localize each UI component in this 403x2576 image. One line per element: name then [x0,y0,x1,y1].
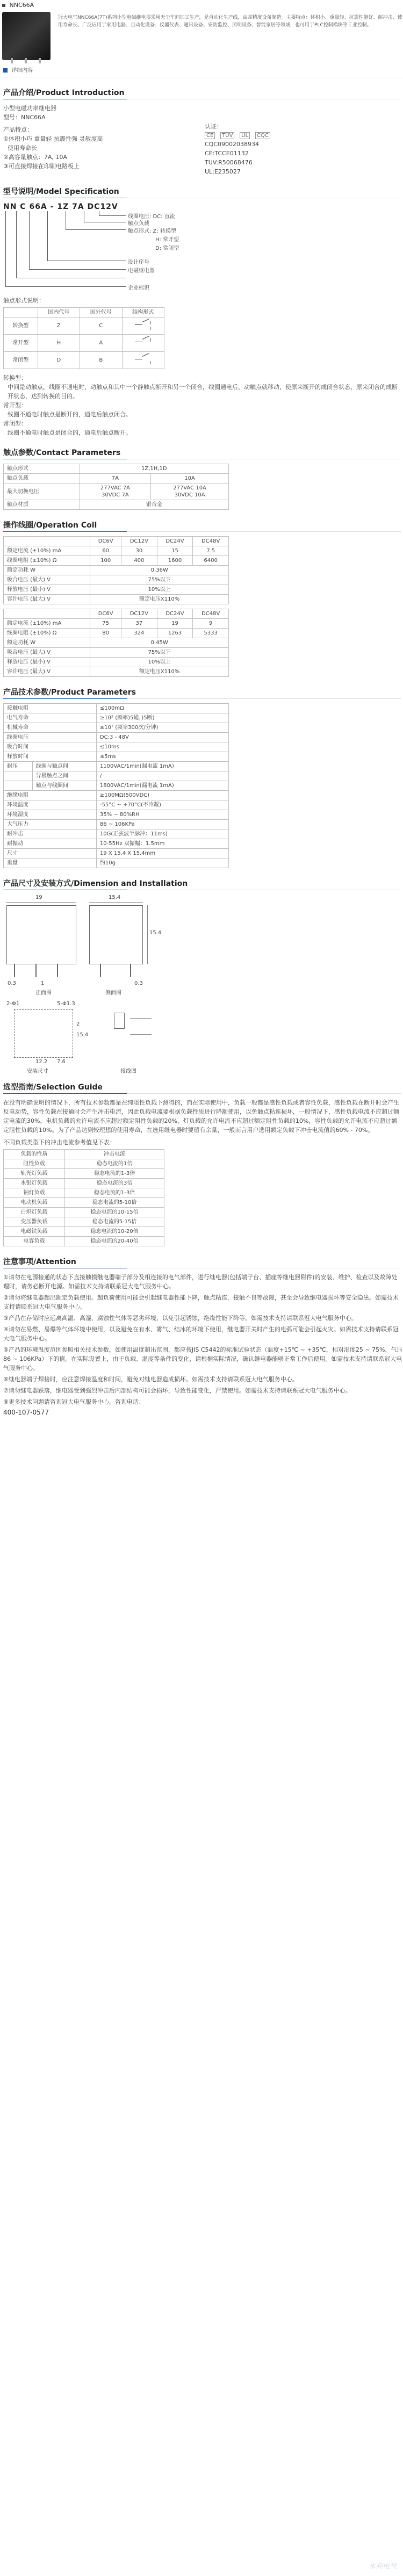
table-cell: 额定功耗 W [4,638,90,648]
selection-paragraph: 不同负载类型下的冲击电流参考值见下表： [3,1139,116,1146]
product-params-title: 产品技术参数/Product Parameters [3,688,136,697]
tuv-logo-icon: TÜV [220,132,234,139]
wiring-caption: 接线图 [120,1069,136,1074]
table-cell: ≥10⁵ (频率)5通，)5断) [96,713,228,723]
feature-line: ①体积小巧 重量轻 抗震性强 灵敏度高 [3,135,103,142]
detail-tab-label: 详细内容 [11,68,33,74]
table-cell: 7.5 [193,546,229,556]
table-cell: C [80,318,122,335]
cert-item: TUV:R50068476 [205,159,253,166]
table-cell: DC48V [193,537,229,546]
ul-logo-icon: UL [240,132,250,139]
side-view-caption: 侧面图 [105,990,121,996]
section-divider [3,698,401,699]
model-line [66,229,126,230]
table-cell [122,335,164,352]
selection-title: 选型指南/Selection Guide [3,1083,103,1092]
coil-symbol-icon [114,1013,125,1029]
table-cell: DC6V [90,609,121,619]
table-cell: 电气寿命 [4,713,97,723]
table-row [4,537,229,546]
table-row [4,762,229,771]
attention-item: ③产品在存储时应远离高温、高湿、腐蚀性气体等恶劣环境，以免引起锈蚀，绝缘性能下降等。如需技术支持请联系冠大电气服务中心。 [3,1315,357,1322]
changeover-symbol-icon [134,320,152,330]
attention-title: 注意事项/Attention [3,1258,76,1266]
contact-form-caption: 触点形式说明： [3,297,45,304]
features-label: 产品特点： [3,126,33,133]
model-label: H: 常开型 [155,237,179,243]
selection-paragraph: 在没有明确说明的情况下，所有技术参数都是在纯阻性负载下测得的，而在实际使用中，负载一般都是感性负载或者容性负载，感性负载在断开时会产生反电动势，容性负载在接通时会产生冲击电流，因此负载电流要根据负载性质进行降额使用，以免触点粘连损坏，一般情况下，感性负载电流不应超过额定电流的30%，电机负载的允许电流不应超过额定阻性负载的20%，灯负载的允许电流不应超过额定阻性负载的10%，容性负载的允许电流不应超过额定阻性负载的10%。为了产品达到较理想的使用寿命，在选用继电器时要留有余量，一般而言用户选用额定负载下冲击电流值的60% - 70%。 [3,1099,399,1134]
table-cell: ≤10ms [96,742,228,752]
table-cell: 1800VAC/1min(漏电流 1mA) [96,781,228,791]
model-label: 电磁继电器 [128,268,155,274]
table-row [4,474,229,484]
attention-item: ②请勿将继电器超出额定负载使用。超负荷使用可能会引起继电器性能下降，触点粘连，接触不良等故障，甚至会导致继电器损坏等安全隐患。如需技术支持请联系冠大电气服务中心。 [3,1294,399,1310]
table-cell: 重量 [4,858,97,868]
table-cell: ≤5ms [96,752,228,762]
normally-open-symbol-icon [134,337,152,347]
relay-pin-icon [39,58,41,63]
table-cell: 1600 [157,556,193,566]
table-cell: 30 [121,546,157,556]
pin-line [130,964,131,977]
model-line [5,286,126,287]
table-row [4,464,229,474]
table-header: 国外代号 [80,308,122,318]
table-cell: 大气压力 [4,820,97,829]
side-view-box [89,905,143,964]
table-cell: 稳态电流的3倍 [65,1179,164,1188]
table-row [4,556,229,566]
table-cell: 75%以下 [90,575,229,585]
table-row [4,1150,164,1159]
table-cell: 稳态电流的1倍 [65,1159,164,1169]
table-cell: H [38,335,80,352]
table-cell: 释放电压 (最小) V [4,585,90,595]
table-cell: / [96,771,228,781]
coil-title: 操作线圈/Operation Coil [3,521,97,530]
table-cell: DC6V [90,537,121,546]
table-row [4,713,229,723]
cert-label: 认证： [205,123,222,130]
table-cell: ≥100MΩ(500VDC) [96,791,228,800]
table-header [4,308,38,318]
table-cell: 1100VAC/1min(漏电流 1mA) [96,762,228,771]
pin-line [35,964,37,977]
table-row [4,1237,164,1246]
table-row [4,575,229,585]
table-row [4,648,229,658]
normally-closed-symbol-icon [134,355,152,364]
model-label: 设计序号 [128,259,149,265]
table-cell: DC:3 - 48V [96,733,228,742]
table-cell: 稳态电流的10-15倍 [65,1208,164,1217]
table-row [4,810,229,820]
table-cell: 5333 [193,629,229,638]
model-line [99,215,126,216]
feature-line: 使用寿命长 [8,145,37,151]
table-cell: 线圈电阻 (±10%) Ω [4,629,90,638]
contact-form-table [3,307,164,369]
table-cell: 阻性负载 [4,1159,65,1169]
table-header: 冲击电流 [65,1150,164,1159]
table-row [4,566,229,575]
model-line [29,269,126,270]
table-row [4,1179,164,1188]
table-cell: 10%以上 [90,658,229,667]
table-cell: 转换型 [4,318,38,335]
table-row [4,742,229,752]
contact-form-notes [0,373,403,437]
model-label: 线圈电压: DC: 直流 [128,214,175,220]
front-view-caption: 正面图 [35,990,52,996]
table-header: 结构形式 [122,308,164,318]
table-row [4,858,229,868]
install-footprint-box [14,1009,73,1058]
table-cell: 接触电阻 [4,704,97,713]
table-row [4,829,229,839]
table-cell: 1263 [157,629,193,638]
table-cell: 常闭型 [4,352,38,369]
hole-dim-label: 5-Φ1.3 [57,1001,75,1007]
cqc-logo-icon: CQC [255,132,270,139]
table-cell: 变压器负载 [4,1217,65,1227]
table-cell: 额定电压X110% [90,667,229,677]
table-cell: B [80,352,122,369]
table-cell: 触点材质 [4,500,80,510]
dim-line [89,902,143,903]
table-cell: ≥10⁷ (频率300次/分钟) [96,723,228,733]
table-cell: 触点与线圈间 [32,781,96,791]
contact-title: 触点参数/Contact Parameters [3,449,121,457]
table-cell: 277VAC 10A 30VDC 10A [151,484,229,500]
table-cell: 400 [121,556,157,566]
table-row [4,849,229,858]
table-cell: ≤100mΩ [96,704,228,713]
model-diagram [3,211,403,292]
table-row [4,800,229,810]
table-row [4,723,229,733]
table-row [4,318,164,335]
table-cell: 稳态电流的10-20倍 [65,1227,164,1237]
pin-offset-label: 0.3 [134,980,143,986]
hole-dim-label: 15.4 [76,1032,89,1038]
section-divider [3,531,401,532]
hole-dim-label: 12.2 [35,1059,48,1065]
table-cell: 277VAC 7A 30VDC 7A [80,484,151,500]
table-row [4,1159,164,1169]
table-cell: 10%以上 [90,585,229,595]
attention-list [0,1273,403,1406]
model-label: D: 常闭型 [155,246,179,251]
table-cell: 9 [193,619,229,629]
hole-dim-label: 2 [76,1021,80,1027]
table-row [4,484,229,500]
table-header: 国内代号 [38,308,80,318]
table-cell: 释放时间 [4,752,97,762]
attention-item: ①请勿在电源接通的状态下直接触摸继电器端子部分及相连接的电气部件，进行继电器(包括端子台、插座等继电器附件)的安装、维护、检查以及故障处理时，请务必断开电源。如需技术支持请联系冠大电气服务中心。 [3,1274,398,1290]
front-view-box [6,905,76,964]
table-cell: A [80,335,122,352]
intro-line: 小型电磁功率继电器 [3,105,56,112]
table-cell: 稳态电流的1-3倍 [65,1169,164,1179]
inrush-table [3,1149,164,1246]
table-row [4,308,164,318]
table-cell: 常开型 [4,335,38,352]
table-cell: 6400 [193,556,229,566]
table-row [4,1188,164,1198]
table-row [4,771,229,781]
attention-item: ⑥继电器端子焊接时，应注意焊接温度和时间，避免对继电器造成损坏。如需技术支持请联系冠大电气服务中心。 [3,1376,298,1383]
pin-offset-label: 1 [41,980,45,986]
table-header: 负载的性质 [4,1150,65,1159]
attention-item: ⑦请勿继电器跌落，继电器受到强烈冲击后内部结构可能会损坏，导致性能变化，严禁使用。如需技术支持请联系冠大电气服务中心。 [3,1387,351,1394]
table-row [4,733,229,742]
table-cell: 线圈与触点间 [32,762,96,771]
table-cell: 触点形式 [4,464,80,474]
relay-pin-icon [25,58,27,63]
table-cell: 35% ~ 80%RH [96,810,228,820]
table-cell: 75%以下 [90,648,229,658]
product-header [0,0,403,11]
table-cell: 吸合电压 (最大) V [4,648,90,658]
table-cell: 324 [121,629,157,638]
wire-line [130,1034,152,1035]
pin-line [14,964,15,977]
table-row [4,585,229,595]
table-cell: 19 X 15.4 X 15.4mm [96,849,228,858]
note-text: 中间是动触点，线圈不通电时，动触点和其中一个静触点断开和另一个闭合，线圈通电后，动触点就移动，使原来断开的成闭合状态，原来闭合的成断开状态，达到转换的目的。 [8,384,398,400]
hole-dim-label: 7.6 [57,1059,66,1065]
table-row [4,1217,164,1227]
table-row [4,820,229,829]
model-title: 型号说明/Model Specification [3,187,119,196]
table-row [4,704,229,713]
hero-description: 冠大电气NNC66A(7T)系列小型电磁继电器采用无尘车间加工生产，是自动化生产线，由高精度设备制造。主要特点：体积小、重量轻、抗震性能好、耐冲击、使用寿命长。广泛应用于家用电器、自动化设备、仪器仪表、通讯设备、安防监控、照明设备、智能家居等领域，也可用于PLC控制模块等工业控制。 [58,15,402,28]
table-cell: 0.45W [90,638,229,648]
cert-item: CE:TCCE01132 [205,150,249,157]
table-cell: DC24V [157,537,193,546]
table-cell: 15 [157,546,193,556]
model-label: 企业标识 [128,285,149,291]
table-row [4,658,229,667]
table-row [4,1208,164,1217]
table-cell [122,318,164,335]
model-line [47,211,48,261]
relay-pin-icon [11,58,13,63]
model-line [5,211,6,286]
note-heading: 常闭型： [3,420,27,427]
note-heading: 常开型： [3,402,27,409]
attention-item: ⑧更多技术问题请咨询冠大电气服务中心。咨询电话： [3,1398,145,1405]
table-cell: DC12V [121,609,157,619]
table-cell: 75 [90,619,121,629]
table-row [4,638,229,648]
table-cell: 0.36W [90,566,229,575]
pin-line [57,964,58,977]
table-cell: DC48V [193,609,229,619]
table-cell: DC24V [157,609,193,619]
table-cell: 稳态电流的20-40倍 [65,1237,164,1246]
table-row [4,839,229,849]
side-height-label: 15.4 [149,930,162,936]
cert-logos [202,131,403,140]
square-icon [2,4,5,7]
note-heading: 转换型： [3,374,27,381]
model-label: 触点形式: Z: 转换型 [128,228,176,234]
note-text: 线圈不通电时触点是断开的，通电后触点闭合。 [8,411,132,418]
dimension-drawings [3,894,403,1072]
detail-tab[interactable] [0,64,403,77]
watermark-logo: 永利电气 [368,2563,397,2571]
table-cell: 电动机负载 [4,1198,65,1208]
table-cell: 容许电压 (最大) V [4,595,90,604]
table-cell: 稳态电流的1-3倍 [65,1188,164,1198]
table-cell: D [38,352,80,369]
hole-size-label: 2-Φ1 [6,1001,20,1007]
table-cell: 绝缘电阻 [4,791,97,800]
contact-table [3,464,229,510]
table-cell: 10G(正弦波半脉冲：11ms) [96,829,228,839]
table-cell: 10-55Hz 双振幅：1.5mm [96,839,228,849]
wire-line [130,1018,152,1019]
table-cell: 稳态电流的5-15倍 [65,1217,164,1227]
model-code: NN C 66A - 1Z 7A DC12V [3,203,118,211]
dimension-title: 产品尺寸及安装方式/Dimension and Installation [3,879,188,888]
table-row [4,500,229,510]
table-cell: 7A [80,474,151,484]
table-cell: 额定电流 (±10%) mA [4,546,90,556]
table-cell: 耐冲击 [4,829,97,839]
dim-line [6,902,76,903]
table-cell: 电磁铁负载 [4,1227,65,1237]
table-row [4,335,164,352]
table-row [4,1198,164,1208]
table-cell: 19 [157,619,193,629]
model-line [29,211,30,269]
table-cell: 最大切换电压 [4,484,80,500]
table-cell: 线圈电阻 (±10%) Ω [4,556,90,566]
table-cell: 耐压 [4,762,33,771]
attention-item: ④请勿在易燃、易爆等气体环境中使用，以及避免在有水、雾气、结冰的环境下使用，继电器开关时产生的电弧可能会引起火灾。如需技术支持请联系冠大电气服务中心。 [3,1326,399,1342]
table-row [4,1227,164,1237]
table-cell: 白炽灯负载 [4,1208,65,1217]
note-text: 线圈不通电时触点是闭合的，通电后触点断开。 [8,429,132,436]
dim-line [147,905,148,964]
table-cell: 耐振动 [4,839,97,849]
table-cell [122,352,164,369]
section-divider [3,1093,401,1094]
product-title: NNC66A [9,2,34,9]
pin-offset-label: 0.3 [8,980,16,986]
install-caption: 安装尺寸 [27,1069,48,1074]
table-cell: 电容负载 [4,1237,65,1246]
table-cell: 环境湿度 [4,810,97,820]
table-cell [4,771,33,781]
pin-line [100,964,101,977]
table-cell [4,537,90,546]
table-cell: 容许电压 (最大) V [4,667,90,677]
table-cell: 1Z,1H,1D [80,464,228,474]
table-row [4,546,229,556]
table-cell: 额定功耗 W [4,566,90,575]
table-cell: 约10g [96,858,228,868]
table-row [4,595,229,604]
table-cell: 吸合时间 [4,742,97,752]
table-row [4,1169,164,1179]
tab-icon [3,68,8,73]
table-cell: 尺寸 [4,849,97,858]
ce-logo-icon: CE [205,132,215,139]
table-cell: 37 [121,619,157,629]
table-row [4,752,229,762]
table-cell: 触点负载 [4,474,80,484]
table-cell: 银合金 [80,500,228,510]
table-cell: 吸合电压 (最大) V [4,575,90,585]
table-row [4,667,229,677]
table-cell: 机械寿命 [4,723,97,733]
table-cell [4,781,33,791]
table-cell: Z [38,318,80,335]
front-width-label: 19 [35,894,42,900]
hero-section [0,12,403,64]
model-label: 触点负载 [128,221,149,227]
table-cell: 水银灯负载 [4,1179,65,1188]
table-cell: 10A [151,474,229,484]
product-params-table [3,703,229,868]
table-cell: 80 [90,629,121,638]
intro-body [0,104,403,176]
table-cell: 环境温度 [4,800,97,810]
table-cell: 100 [90,556,121,566]
table-cell: DC12V [121,537,157,546]
table-cell: 异极触点之间 [32,771,96,781]
table-row [4,791,229,800]
table-cell [4,609,90,619]
coil-table-1 [3,536,229,604]
table-cell: -55°C ~ +70°C(不冷凝) [96,800,228,810]
coil-table-2 [3,609,229,677]
cert-item: CQC09002038934 [205,141,260,148]
intro-line: 型号：NNC66A [3,114,46,121]
table-cell: 钠灯负载 [4,1188,65,1198]
table-cell: 86 ~ 106KPa [96,820,228,829]
table-row [4,629,229,638]
attention-item: ⑤产品的环境温度范围参照相关技术参数，如使用温度超出范围，都应按JIS C5442的标准试验状态（温度+15℃ ~ +35℃，相对湿度25 ~ 75%，气压86 ~ 106KPa）下的值。在实际设置上，由于负载、温度等条件的变化，请根据实际情况，确认继电器能够正常工作后使用。如需技术支持请联系冠大电气服务中心。 [3,1346,403,1372]
table-row [4,781,229,791]
cert-item: UL:E235027 [205,168,241,175]
phone-number[interactable]: 400-107-0577 [3,1409,49,1416]
table-cell: 稳态电流的5-10倍 [65,1198,164,1208]
table-cell: 60 [90,546,121,556]
intro-title: 产品介绍/Product Introduction [3,89,125,97]
feature-line: ②高容量触点：7A, 10A [3,154,67,161]
table-cell: 释放电压 (最小) V [4,658,90,667]
model-line [16,211,17,278]
feature-line: ③可直接焊接在印刷电路板上 [3,163,80,170]
table-cell: 线圈电压 [4,733,97,742]
table-cell: 额定电流 (±10%) mA [4,619,90,629]
table-row [4,619,229,629]
table-cell: 额定电压X110% [90,595,229,604]
table-row [4,352,164,369]
relay-image[interactable] [2,12,51,60]
table-cell: 轨光灯负载 [4,1169,65,1179]
side-width-label: 15.4 [109,894,121,900]
table-row [4,609,229,619]
